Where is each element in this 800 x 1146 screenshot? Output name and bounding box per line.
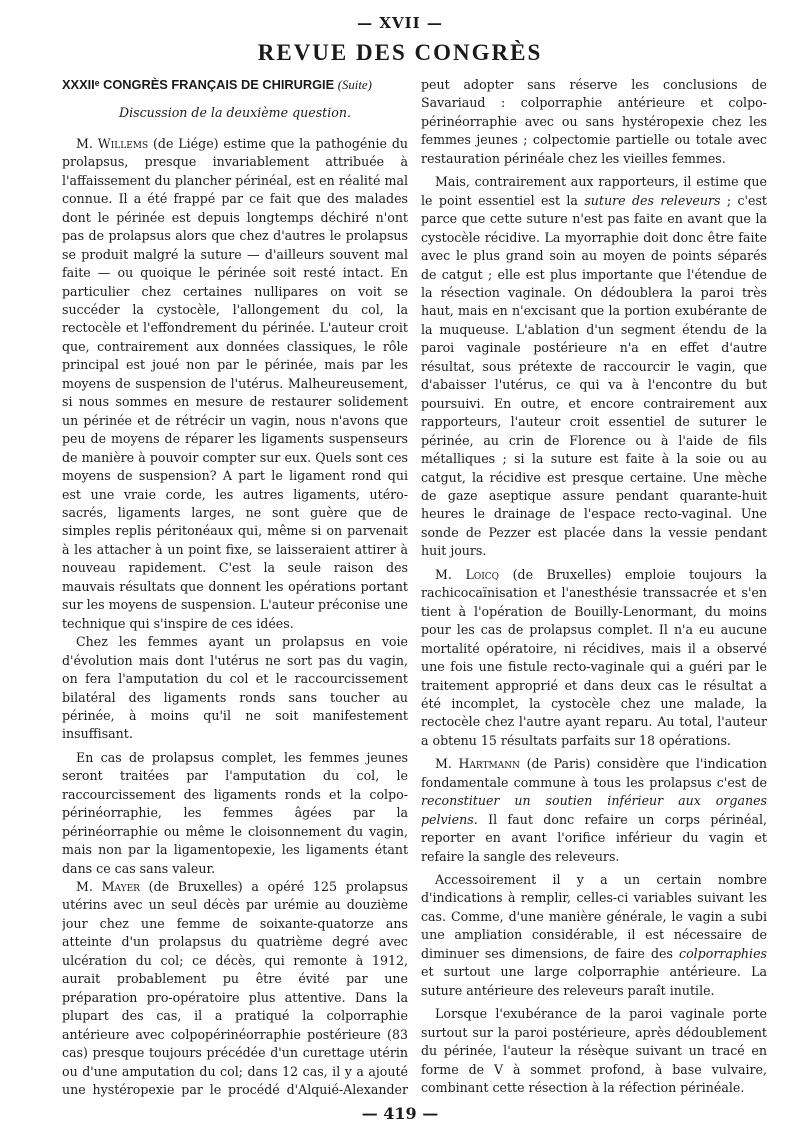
section-title: [62, 76, 408, 94]
paragraph-mayer: [62, 878, 408, 1101]
paragraph-hartmann: [421, 755, 767, 866]
emphasis: colporraphies: [679, 945, 767, 961]
left-column: [62, 76, 408, 1101]
paragraph-text: Il faut donc refaire un corps périnéal, reporter en avant l'orifice inférieur du vagin et refaire la sangle des releveurs.: [421, 811, 767, 864]
paragraph-text: (de Bruxelles) emploie toujours la rachicocaïnisation et l'anesthésie transsacrée et s'en tient à l'opération de Bouilly-Lenormant, du moins pour les cas de prolapsus complet. Il n'a eu aucune mortalité opératoire, ni récidives, mais il a observé une fois une fistule recto-vaginale qui a guéri par le traitement approprié et dans deux cas le résultat a été incomplet, la cystocèle chez une malade, la rectocèle chez l'autre ayant reparu. Au total, l'auteur a obtenu 15 résultats parfaits sur 18 opérations.: [421, 566, 767, 748]
paragraph-text: Accessoirement il y a un certain nombre d'indications à remplir, celles-ci variables suivant les cas. Comme, d'une manière générale, le vagin a subi une ampliation considérable, il est nécessaire de diminuer ses dimensions, de faire des: [421, 872, 767, 961]
section-subtitle: Discussion de la deuxième question.: [119, 105, 351, 121]
roman-page-number: — XVII —: [357, 14, 443, 32]
paragraph: En cas de prolapsus complet, les femmes jeunes seront traitées par l'amputation du col, le raccourcissement des ligaments ronds et la colpo-périnéorraphie, les femmes âgées par la périnéorraphie ou même le cloisonnement du vagin, mais non par la ligamentopexie, les ligaments étant dans ce cas sans valeur.: [62, 749, 408, 876]
paragraph-loicq: [421, 566, 767, 751]
author-name: M. Hartmann: [435, 756, 521, 772]
author-name: M. Willems: [76, 135, 149, 151]
paragraph-text: Mais, contrairement aux rapporteurs, il estime que le point essentiel est la: [421, 174, 767, 208]
paragraph: Lorsque l'exubérance de la paroi vaginale porte surtout sur la paroi postérieure, après dédoublement du périnée, l'auteur la résèque suivant un tracé en forme de V à sommet profond, à base vulvaire, combinant cette résection à la réfection périnéale.: [421, 1006, 767, 1096]
paragraph-text: (de Paris) considère que l'indication fondamentale commune à tous les prolapsus c'est de: [421, 756, 767, 790]
section-suite: (Suite): [337, 78, 372, 92]
author-name: M. Loicq: [435, 566, 500, 582]
running-header: REVUE DES CONGRÈS: [257, 40, 543, 65]
emphasis: suture des releveurs: [584, 192, 721, 208]
paragraph-text: et surtout une large colporraphie antérieure. La suture antérieure des releveurs paraît inutile.: [421, 964, 767, 998]
paragraph: [421, 173, 767, 561]
right-column: [421, 76, 767, 1101]
paragraph: [421, 871, 767, 1000]
paragraph-willems: [62, 135, 408, 633]
page-number: — 419 —: [361, 1104, 439, 1123]
emphasis: reconstituer un soutien inférieur aux organes pelviens.: [421, 793, 767, 827]
paragraph-text: (de Liége) estime que la pathogénie du prolapsus, presque invariablement attribuée à l'affaissement du plancher périnéal, est en réalité mal connue. Il a été frappé par ce fait que des malades dont le périnée est depuis longtemps déchiré n'ont pas de prolapsus alors que chez d'autres le prolapsus se produit malgré la suture — d'ailleurs souvent mal faite — ou quoique le périnée soit resté intact. En particulier chez certaines nullipares on voit se succéder la cystocèle, l'allongement du col, la rectocèle et l'effondrement du périnée. L'auteur croit que, contrairement aux données classiques, le rôle principal est joué non par le périnée, mais par les moyens de suspension de l'utérus. Malheureusement, si nous sommes en mesure de restaurer solidement un périnée et de rétrécir un vagin, nous n'avons que peu de moyens de réparer les ligaments suspenseurs de manière à pouvoir compter sur eux. Quels sont ces moyens de suspension? A part le ligament rond qui est une vraie corde, les autres ligaments, utéro-sacrés, ligaments larges, ne sont guère que de simples replis péritonéaux qui, même si on parvenait à les attacher à un point fixe, se laisseraient attirer à nouveau rapidement. C'est la seule raison des mauvais résultats que donnent les opérations portant sur les moyens de suspension. L'auteur préconise une technique qui s'inspire de ces idées.: [62, 135, 408, 631]
section-title-text: XXXIIᵉ CONGRÈS FRANÇAIS DE CHIRURGIE: [62, 77, 335, 92]
paragraph: Chez les femmes ayant un prolapsus en voie d'évolution mais dont l'utérus ne sort pas du vagin, on fera l'amputation du col et le raccourcissement bilatéral des ligaments ronds sans toucher au périnée, à moins qu'il ne soit manifestement insuffisant.: [62, 634, 408, 742]
paragraph-text: (de Bruxelles) a opéré 125 prolapsus utérins avec un seul décès par urémie au douzième jour chez une femme de soixante-quatorze ans atteinte d'un prolapsus du quatrième degré avec ulcération du col; ce décès, qui remonte à 1912, aurait probablement pu être évité par une préparation pro-opératoire plus attentive. Dans la plupart des cas, il a pratiqué la colporraphie antérieure avec colpopérinéorraphie postérieure (83 cas) presque toujours précédée d'un curettage utérin ou d'une amputation du col; dans 12 cas, il y a ajouté une hystéropexie par le procédé d'Alquié-Alexander: [62, 879, 408, 1098]
author-name: M. Mayer: [76, 879, 140, 895]
paragraph-text: ; c'est parce que cette suture n'est pas faite en avant que la cystocèle récidive. La myorraphie doit donc être faite avec le plus grand soin au moyen de points séparés de catgut ; elle est plus importante que l'étendue de la résection vaginale. On dédoublera la paroi très haut, mais en n'excisant que la portion exubérante de la muqueuse. L'ablation d'un segment étendu de la paroi vaginale postérieure n'a en effet d'autre résultat, sous prétexte de raccourcir le vagin, que d'abaisser l'utérus, ce qui va à l'encontre du but poursuivi. En outre, et encore contrairement aux rapporteurs, l'auteur croit essentiel de suturer le périnée, au crin de Florence ou à l'aide de fils métalliques ; si la suture est faite à la soie ou au catgut, la récidive est presque certaine. Une mèche de gaze aseptique assure pendant quarante-huit heures le drainage de l'espace recto-vaginal. Une sonde de Pezzer est placée dans la vessie pendant huit jours.: [421, 192, 767, 559]
paragraph-continued: peut adopter sans réserve les conclusions de Savariaud : colporraphie antérieure et colpo-périnéorraphie avec ou sans hystéropexie chez les femmes jeunes ; colpectomie partielle ou totale avec restauration périnéale chez les vieilles femmes.: [421, 77, 767, 166]
